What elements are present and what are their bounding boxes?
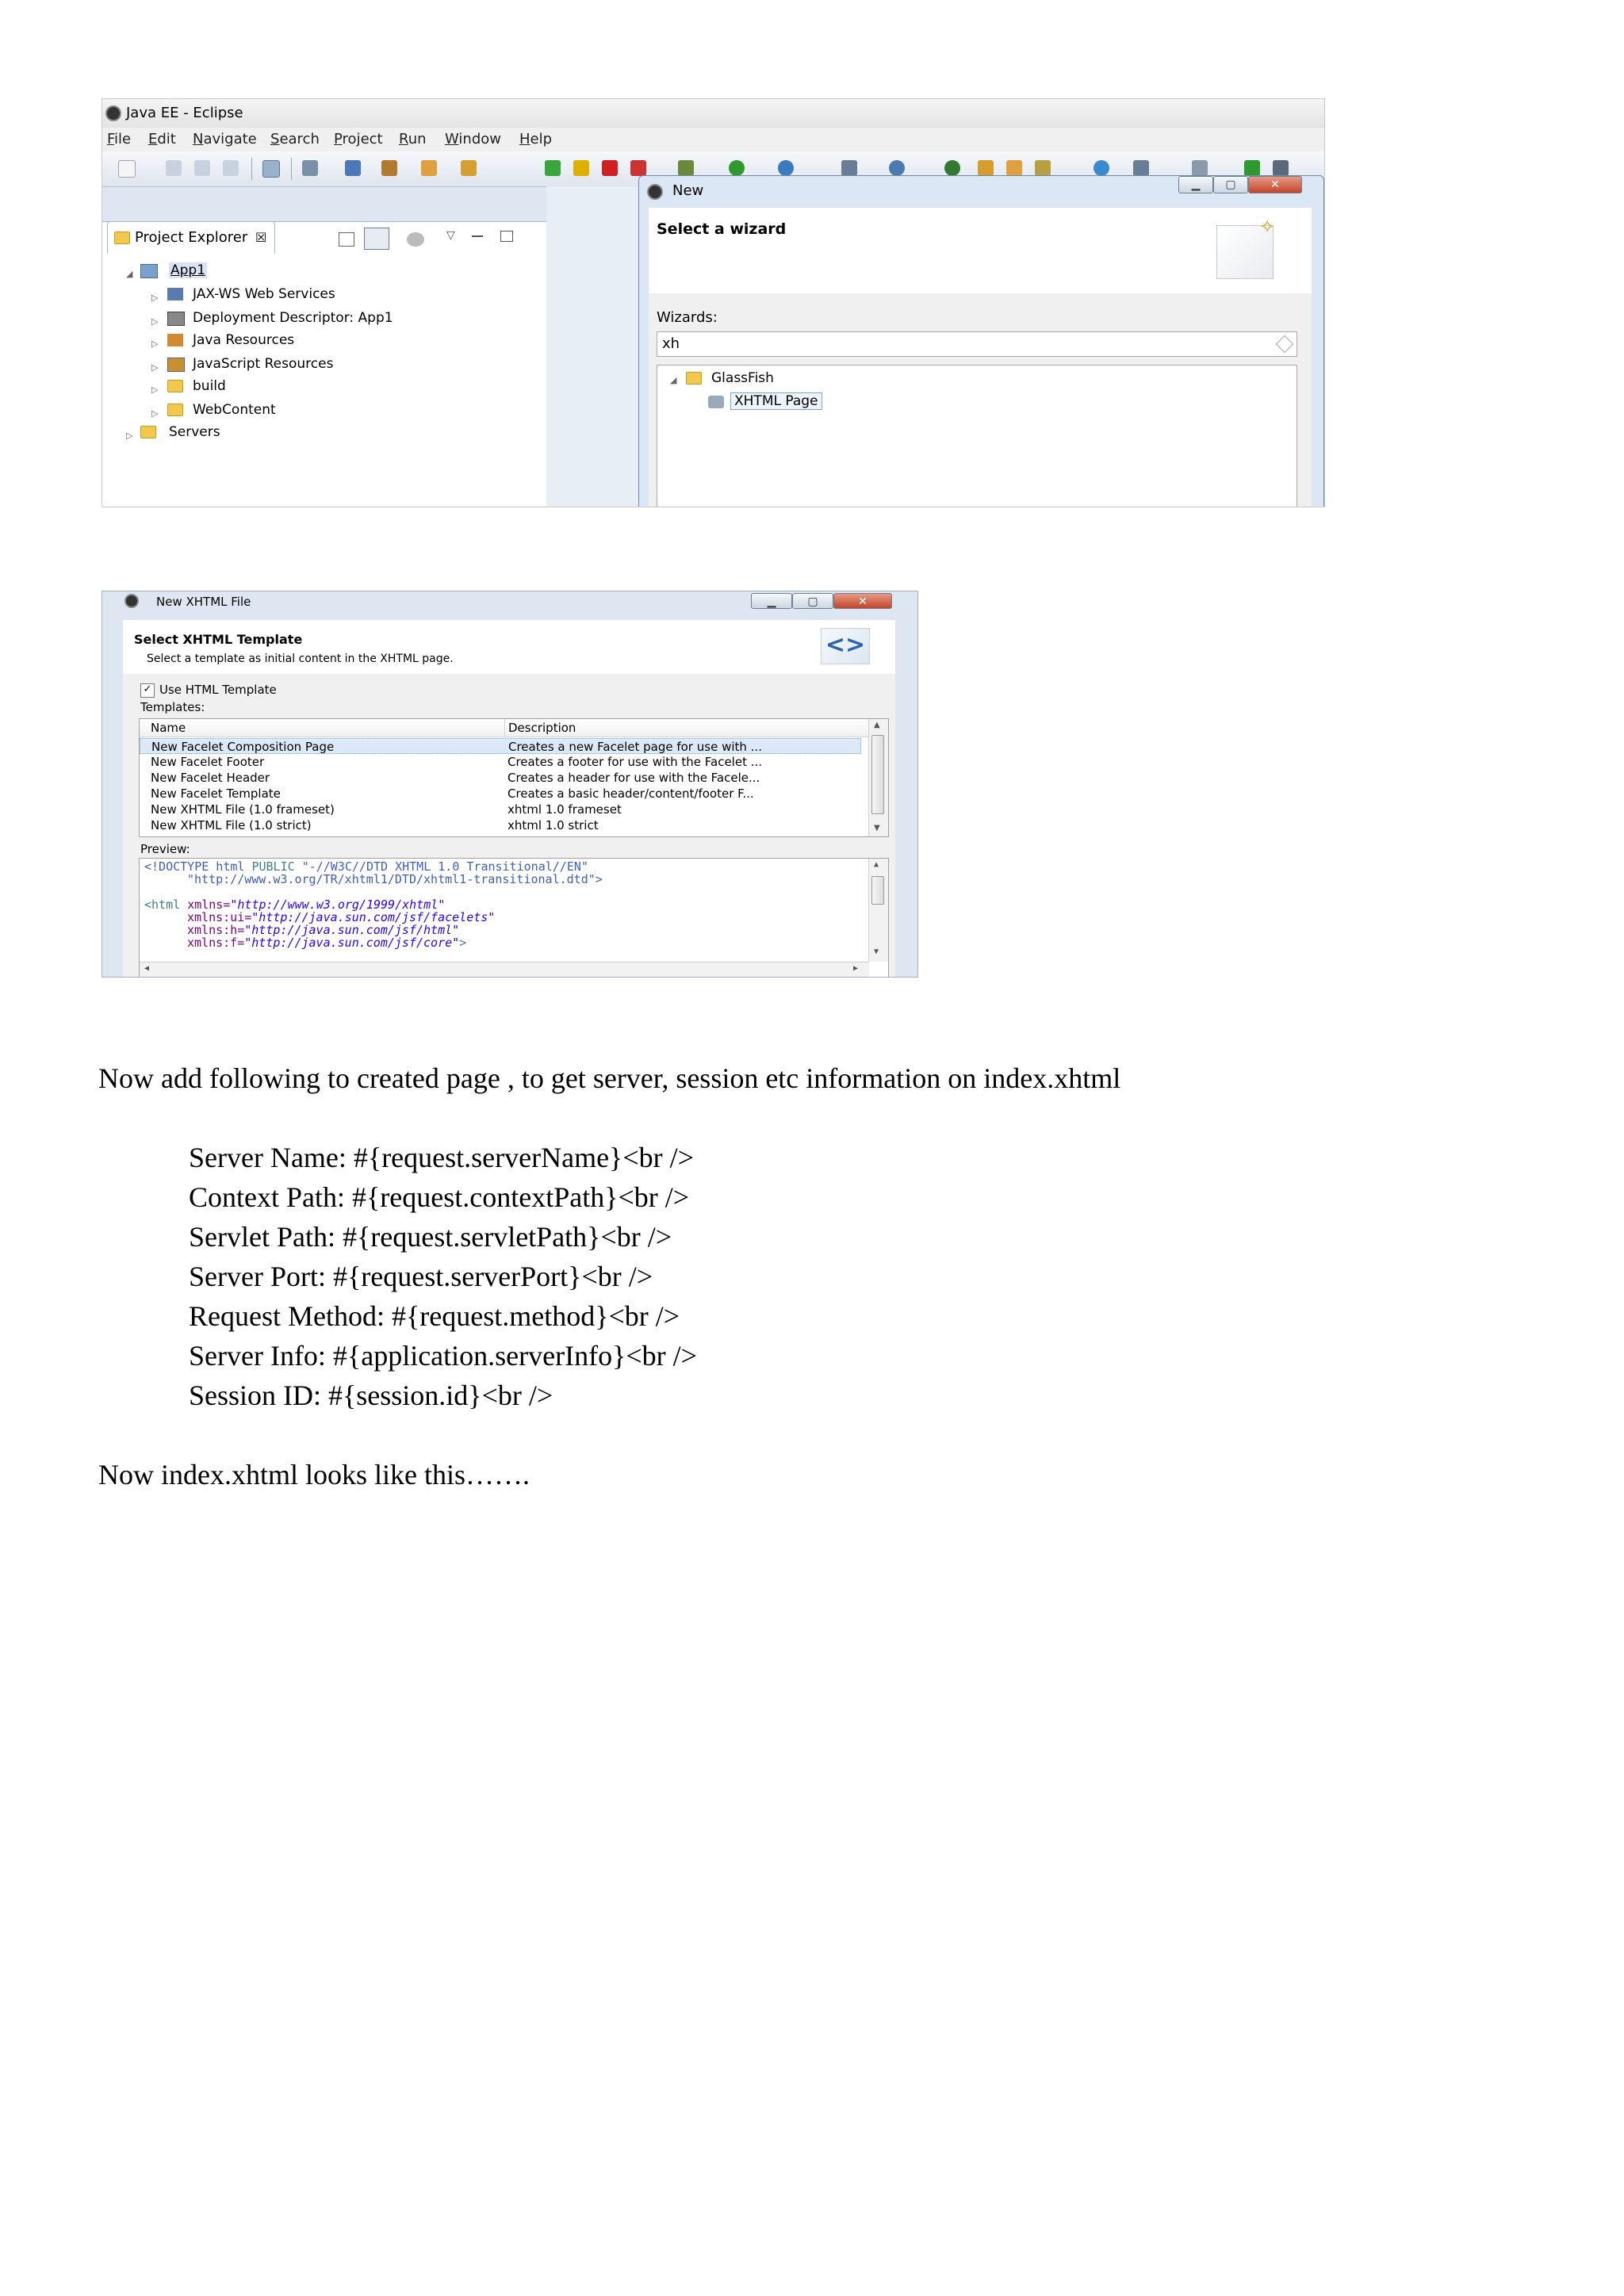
- row-description: Creates a basic header/content/footer F...: [508, 786, 754, 801]
- filter-icon[interactable]: [407, 232, 424, 247]
- table-row[interactable]: [140, 802, 861, 817]
- project-explorer-tab[interactable]: [107, 221, 275, 254]
- tree-root-app1[interactable]: App1: [170, 262, 206, 278]
- sparkle-icon: ✧: [1259, 216, 1276, 238]
- template-heading: Select XHTML Template: [134, 632, 303, 647]
- new-server-icon[interactable]: [841, 160, 857, 176]
- scroll-up-icon[interactable]: ▲: [874, 860, 879, 869]
- expanded-arrow-icon[interactable]: ◢: [126, 269, 133, 279]
- wizard-tree: [657, 365, 1297, 507]
- scroll-thumb[interactable]: [871, 876, 884, 905]
- menu-file[interactable]: File: [107, 131, 132, 147]
- column-description-label: Description: [508, 721, 576, 735]
- row-description: Creates a new Facelet page for use with ...: [508, 740, 762, 754]
- code-line: Session ID: #{session.id}<br />: [189, 1380, 553, 1411]
- javascript-resources-icon: [167, 358, 185, 372]
- web-service-icon[interactable]: [421, 160, 437, 176]
- tree-item-servers[interactable]: Servers: [169, 424, 220, 440]
- preview-line: <!DOCTYPE html PUBLIC "-//W3C//DTD XHTML 1.0 Transitional//EN": [144, 859, 588, 874]
- maximize-button[interactable]: ▢: [792, 593, 833, 609]
- collapsed-arrow-icon[interactable]: ▷: [151, 293, 159, 303]
- new-icon[interactable]: [118, 160, 136, 178]
- java-icon[interactable]: [461, 160, 477, 176]
- collapsed-arrow-icon[interactable]: ▷: [151, 362, 159, 373]
- table-row[interactable]: [140, 817, 861, 833]
- window-title: Java EE - Eclipse: [126, 105, 243, 121]
- close-button[interactable]: ✕: [1248, 176, 1302, 193]
- column-header-description[interactable]: [504, 719, 871, 737]
- preview-hscrollbar[interactable]: [140, 962, 869, 978]
- use-template-checkbox[interactable]: ✓: [140, 683, 155, 698]
- new-xhtml-file-screenshot: [102, 591, 918, 978]
- task-icon[interactable]: [345, 160, 361, 176]
- expanded-arrow-icon[interactable]: ◢: [670, 375, 677, 385]
- eclipse-app-icon: [105, 105, 121, 121]
- outro-paragraph: Now index.xhtml looks like this…….: [98, 1459, 530, 1490]
- dialog-title: New XHTML File: [156, 595, 251, 609]
- terminate-icon[interactable]: [602, 160, 618, 176]
- close-tab-icon[interactable]: ☒: [255, 230, 267, 245]
- debug-icon[interactable]: [678, 160, 694, 176]
- template-subheading: Select a template as initial content in the XHTML page.: [147, 652, 454, 665]
- disconnect-icon[interactable]: [630, 160, 646, 176]
- play-icon[interactable]: [1244, 160, 1260, 176]
- preview-line: xmlns:h="http://java.sun.com/jsf/html": [187, 923, 460, 937]
- row-description: Creates a header for use with the Facele...: [508, 771, 760, 785]
- editor-area: [546, 186, 642, 507]
- table-row[interactable]: [140, 786, 861, 802]
- folder-icon[interactable]: [1006, 160, 1022, 176]
- row-name: New XHTML File (1.0 frameset): [151, 802, 335, 817]
- wizard-heading: Select a wizard: [657, 220, 787, 238]
- minimize-view-icon[interactable]: [472, 235, 483, 237]
- tree-item[interactable]: WebContent: [193, 402, 276, 418]
- menu-search[interactable]: Search: [270, 131, 320, 147]
- scroll-left-icon[interactable]: ◀: [144, 964, 150, 973]
- collapsed-arrow-icon[interactable]: ▷: [151, 385, 159, 395]
- bug-icon[interactable]: [1273, 160, 1289, 176]
- templates-label: Templates:: [140, 700, 205, 714]
- preview-scrollbar[interactable]: [868, 859, 888, 962]
- row-description: xhtml 1.0 frameset: [508, 802, 622, 817]
- new-class-icon[interactable]: [889, 160, 905, 176]
- preview-line: <html xmlns="http://www.w3.org/1999/xhtml": [144, 897, 446, 912]
- link-icon[interactable]: [302, 160, 318, 176]
- preview-line: "http://www.w3.org/TR/xhtml1/DTD/xhtml1-transitional.dtd">: [187, 872, 603, 886]
- view-menu-icon[interactable]: ▽: [446, 229, 455, 242]
- row-name: New Facelet Composition Page: [151, 740, 335, 754]
- menu-navigate[interactable]: Navigate: [193, 131, 257, 147]
- eclipse-dialog-icon: [124, 594, 139, 608]
- code-line: Request Method: #{request.method}<br />: [189, 1300, 680, 1332]
- dialog-title: New: [672, 182, 704, 199]
- deployment-descriptor-icon: [167, 312, 185, 326]
- collapsed-arrow-icon[interactable]: ▷: [151, 339, 159, 349]
- collapse-all-icon[interactable]: [339, 232, 354, 247]
- use-template-label: Use HTML Template: [159, 683, 277, 697]
- row-name: New Facelet Template: [151, 786, 281, 801]
- preview-label: Preview:: [140, 842, 190, 856]
- dialog-title-bar: [102, 591, 917, 612]
- next-annotation-icon[interactable]: [1192, 160, 1208, 176]
- save-icon[interactable]: [166, 160, 182, 176]
- tree-item[interactable]: Java Resources: [193, 332, 295, 348]
- preview-line: xmlns:f="http://java.sun.com/jsf/core">: [187, 936, 467, 950]
- web-project-icon: [140, 264, 158, 278]
- code-line: Servlet Path: #{request.servletPath}<br />: [189, 1221, 672, 1253]
- collapsed-arrow-icon[interactable]: ▷: [126, 430, 133, 441]
- table-row[interactable]: [140, 770, 861, 786]
- code-line: Server Name: #{request.serverName}<br />: [189, 1142, 694, 1173]
- folder-icon: [167, 380, 183, 392]
- wizard-filter-input[interactable]: xh: [657, 331, 1297, 357]
- wizard-body: [649, 293, 1312, 507]
- scroll-up-icon[interactable]: ▲: [874, 721, 880, 729]
- eclipse-title-bar: [102, 99, 1324, 128]
- minimize-button[interactable]: ▁: [1178, 176, 1213, 193]
- pen-icon[interactable]: [1035, 160, 1051, 176]
- tree-item[interactable]: build: [193, 378, 226, 394]
- preview-line: xmlns:ui="http://java.sun.com/jsf/facelets": [187, 910, 496, 924]
- scroll-right-icon[interactable]: ▶: [853, 964, 859, 973]
- row-name: New Facelet Header: [151, 771, 270, 785]
- xhtml-page-icon: [708, 396, 724, 408]
- row-name: New Facelet Footer: [151, 755, 265, 769]
- row-description: Creates a footer for use with the Facelet ...: [508, 755, 763, 769]
- menu-window[interactable]: Window: [445, 131, 501, 147]
- table-row[interactable]: [140, 738, 861, 754]
- row-name: New XHTML File (1.0 strict): [151, 818, 312, 832]
- menu-edit[interactable]: Edit: [148, 131, 176, 147]
- templates-table: [139, 718, 889, 837]
- wizard-header: [649, 208, 1312, 294]
- java-resources-icon: [167, 334, 183, 346]
- collapsed-arrow-icon[interactable]: ▷: [151, 408, 159, 419]
- maximize-button[interactable]: ▢: [1213, 176, 1248, 193]
- toggle-icon[interactable]: [262, 160, 280, 178]
- tree-item[interactable]: JavaScript Resources: [193, 356, 334, 372]
- folder-icon: [686, 372, 702, 385]
- open-task-icon[interactable]: [978, 160, 994, 176]
- tree-item[interactable]: JAX-WS Web Services: [193, 286, 335, 302]
- tree-group-glassfish[interactable]: GlassFish: [711, 370, 774, 386]
- maximize-view-icon[interactable]: [500, 231, 513, 242]
- scroll-down-icon[interactable]: ▼: [874, 947, 879, 956]
- eclipse-dialog-icon: [647, 184, 663, 200]
- suspend-icon[interactable]: [573, 160, 589, 176]
- save-all-icon[interactable]: [194, 160, 210, 176]
- column-name-label: Name: [151, 721, 186, 735]
- open-type-icon[interactable]: [944, 160, 960, 176]
- close-button[interactable]: ✕: [833, 593, 892, 609]
- preview-pane: [139, 858, 889, 978]
- code-line: Server Info: #{application.serverInfo}<br />: [189, 1340, 697, 1372]
- menu-run[interactable]: Run: [399, 131, 427, 147]
- run-icon[interactable]: [729, 160, 745, 176]
- folder-icon: [167, 404, 183, 416]
- sync-icon[interactable]: [1133, 160, 1149, 176]
- tree-item[interactable]: Deployment Descriptor: App1: [193, 310, 393, 326]
- code-brackets-icon: <>: [821, 628, 870, 664]
- print-icon[interactable]: [223, 160, 239, 176]
- globe-icon[interactable]: [1094, 160, 1109, 176]
- project-explorer-icon: [114, 232, 130, 244]
- templates-scrollbar[interactable]: [868, 719, 888, 836]
- menu-bar: [102, 128, 1324, 151]
- minimize-button[interactable]: ▁: [751, 593, 792, 609]
- project-explorer-label: Project Explorer: [135, 229, 248, 246]
- new-wizard-dialog: [638, 175, 1324, 507]
- menu-project[interactable]: Project: [334, 131, 383, 147]
- tree-item-xhtml-page[interactable]: XHTML Page: [730, 392, 822, 410]
- menu-help[interactable]: Help: [519, 131, 553, 147]
- scroll-down-icon[interactable]: ▼: [874, 824, 880, 832]
- servers-folder-icon: [140, 426, 156, 438]
- scroll-thumb[interactable]: [871, 735, 884, 814]
- resume-icon[interactable]: [545, 160, 561, 176]
- collapsed-arrow-icon[interactable]: ▷: [151, 316, 159, 327]
- external-tools-icon[interactable]: [778, 160, 794, 176]
- intro-paragraph: Now add following to created page , to get server, session etc information on index.xhtml: [98, 1062, 1121, 1094]
- code-line: Context Path: #{request.contextPath}<br />: [189, 1181, 690, 1213]
- web-services-icon: [167, 288, 183, 300]
- search-icon[interactable]: [381, 160, 397, 176]
- column-header-name[interactable]: [140, 719, 504, 737]
- template-header: [123, 620, 895, 675]
- table-row[interactable]: [140, 754, 861, 770]
- code-line: Server Port: #{request.serverPort}<br />: [189, 1261, 653, 1292]
- eclipse-screenshot: [102, 98, 1325, 507]
- wizards-label: Wizards:: [657, 309, 718, 326]
- link-with-editor-icon[interactable]: [364, 228, 389, 250]
- row-description: xhtml 1.0 strict: [508, 818, 599, 832]
